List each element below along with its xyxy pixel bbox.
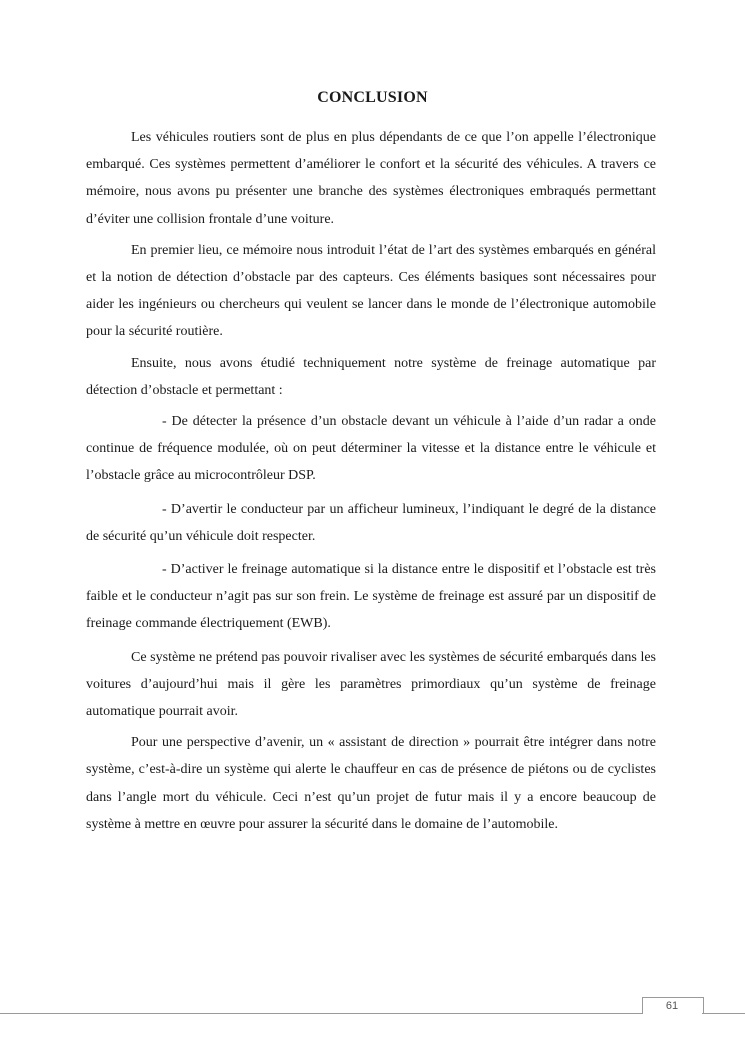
paragraph-perspective: Pour une perspective d’avenir, un « assistant de direction » pourrait être intégrer dans notre système, c’est-à-dire un système qui alerte le chauffeur en cas de présence de piétons ou de cyclistes dans l’angle mort du véhicule. Ceci n’est qu’un projet de futur mais il y a encore beaucoup de système à mettre en œuvre pour assurer la sécurité dans le domaine de l’automobile. <box>86 735 656 832</box>
page-title: CONCLUSION <box>317 89 428 106</box>
paragraph-intro: Les véhicules routiers sont de plus en plus dépendants de ce que l’on appelle l’électronique embarqué. Ces systèmes permettent d’améliorer le confort et la sécurité des véhicules. A travers ce mémoire, nous avons pu présenter une branche des systèmes électroniques embraqués permettant d’éviter une collision frontale d’une voiture. <box>86 130 656 227</box>
bullet-item: - D’avertir le conducteur par un afficheur lumineux, l’indiquant le degré de la distance de sécurité qu’un véhicule doit respecter. <box>86 501 656 544</box>
paragraph-limitations: Ce système ne prétend pas pouvoir rivaliser avec les systèmes de sécurité embarqués dans les voitures d’aujourd’hui mais il gère les paramètres primordiaux qu’un système de freinage automatique pourrait avoir. <box>86 649 656 720</box>
body-text <box>86 124 656 842</box>
footer-rule <box>0 1013 642 1014</box>
bullet-item: - De détecter la présence d’un obstacle devant un véhicule à l’aide d’un radar a onde continue de fréquence modulée, où on peut déterminer la vitesse et la distance entre le véhicule et l’obstacle grâce au microcontrôleur DSP. <box>86 414 656 484</box>
paragraph-state-of-art: En premier lieu, ce mémoire nous introduit l’état de l’art des systèmes embarqués en général et la notion de détection d’obstacle par des capteurs. Ces éléments basiques sont nécessaires pour aider les ingénieurs ou chercheurs qui veulent se lancer dans le monde de l’électronique automobile pour la sécurité routière. <box>86 242 656 340</box>
footer-rule-right <box>702 1013 745 1014</box>
paragraph-system-study: Ensuite, nous avons étudié techniquement notre système de freinage automatique par détection d’obstacle et permettant : <box>86 355 656 398</box>
bullet-item: - D’activer le freinage automatique si la distance entre le dispositif et l’obstacle est très faible et le conducteur n’agit pas sur son frein. Le système de freinage est assuré par un dispositif de freinage commande électriquement (EWB). <box>86 562 656 632</box>
page-number: 61 <box>665 1000 679 1012</box>
